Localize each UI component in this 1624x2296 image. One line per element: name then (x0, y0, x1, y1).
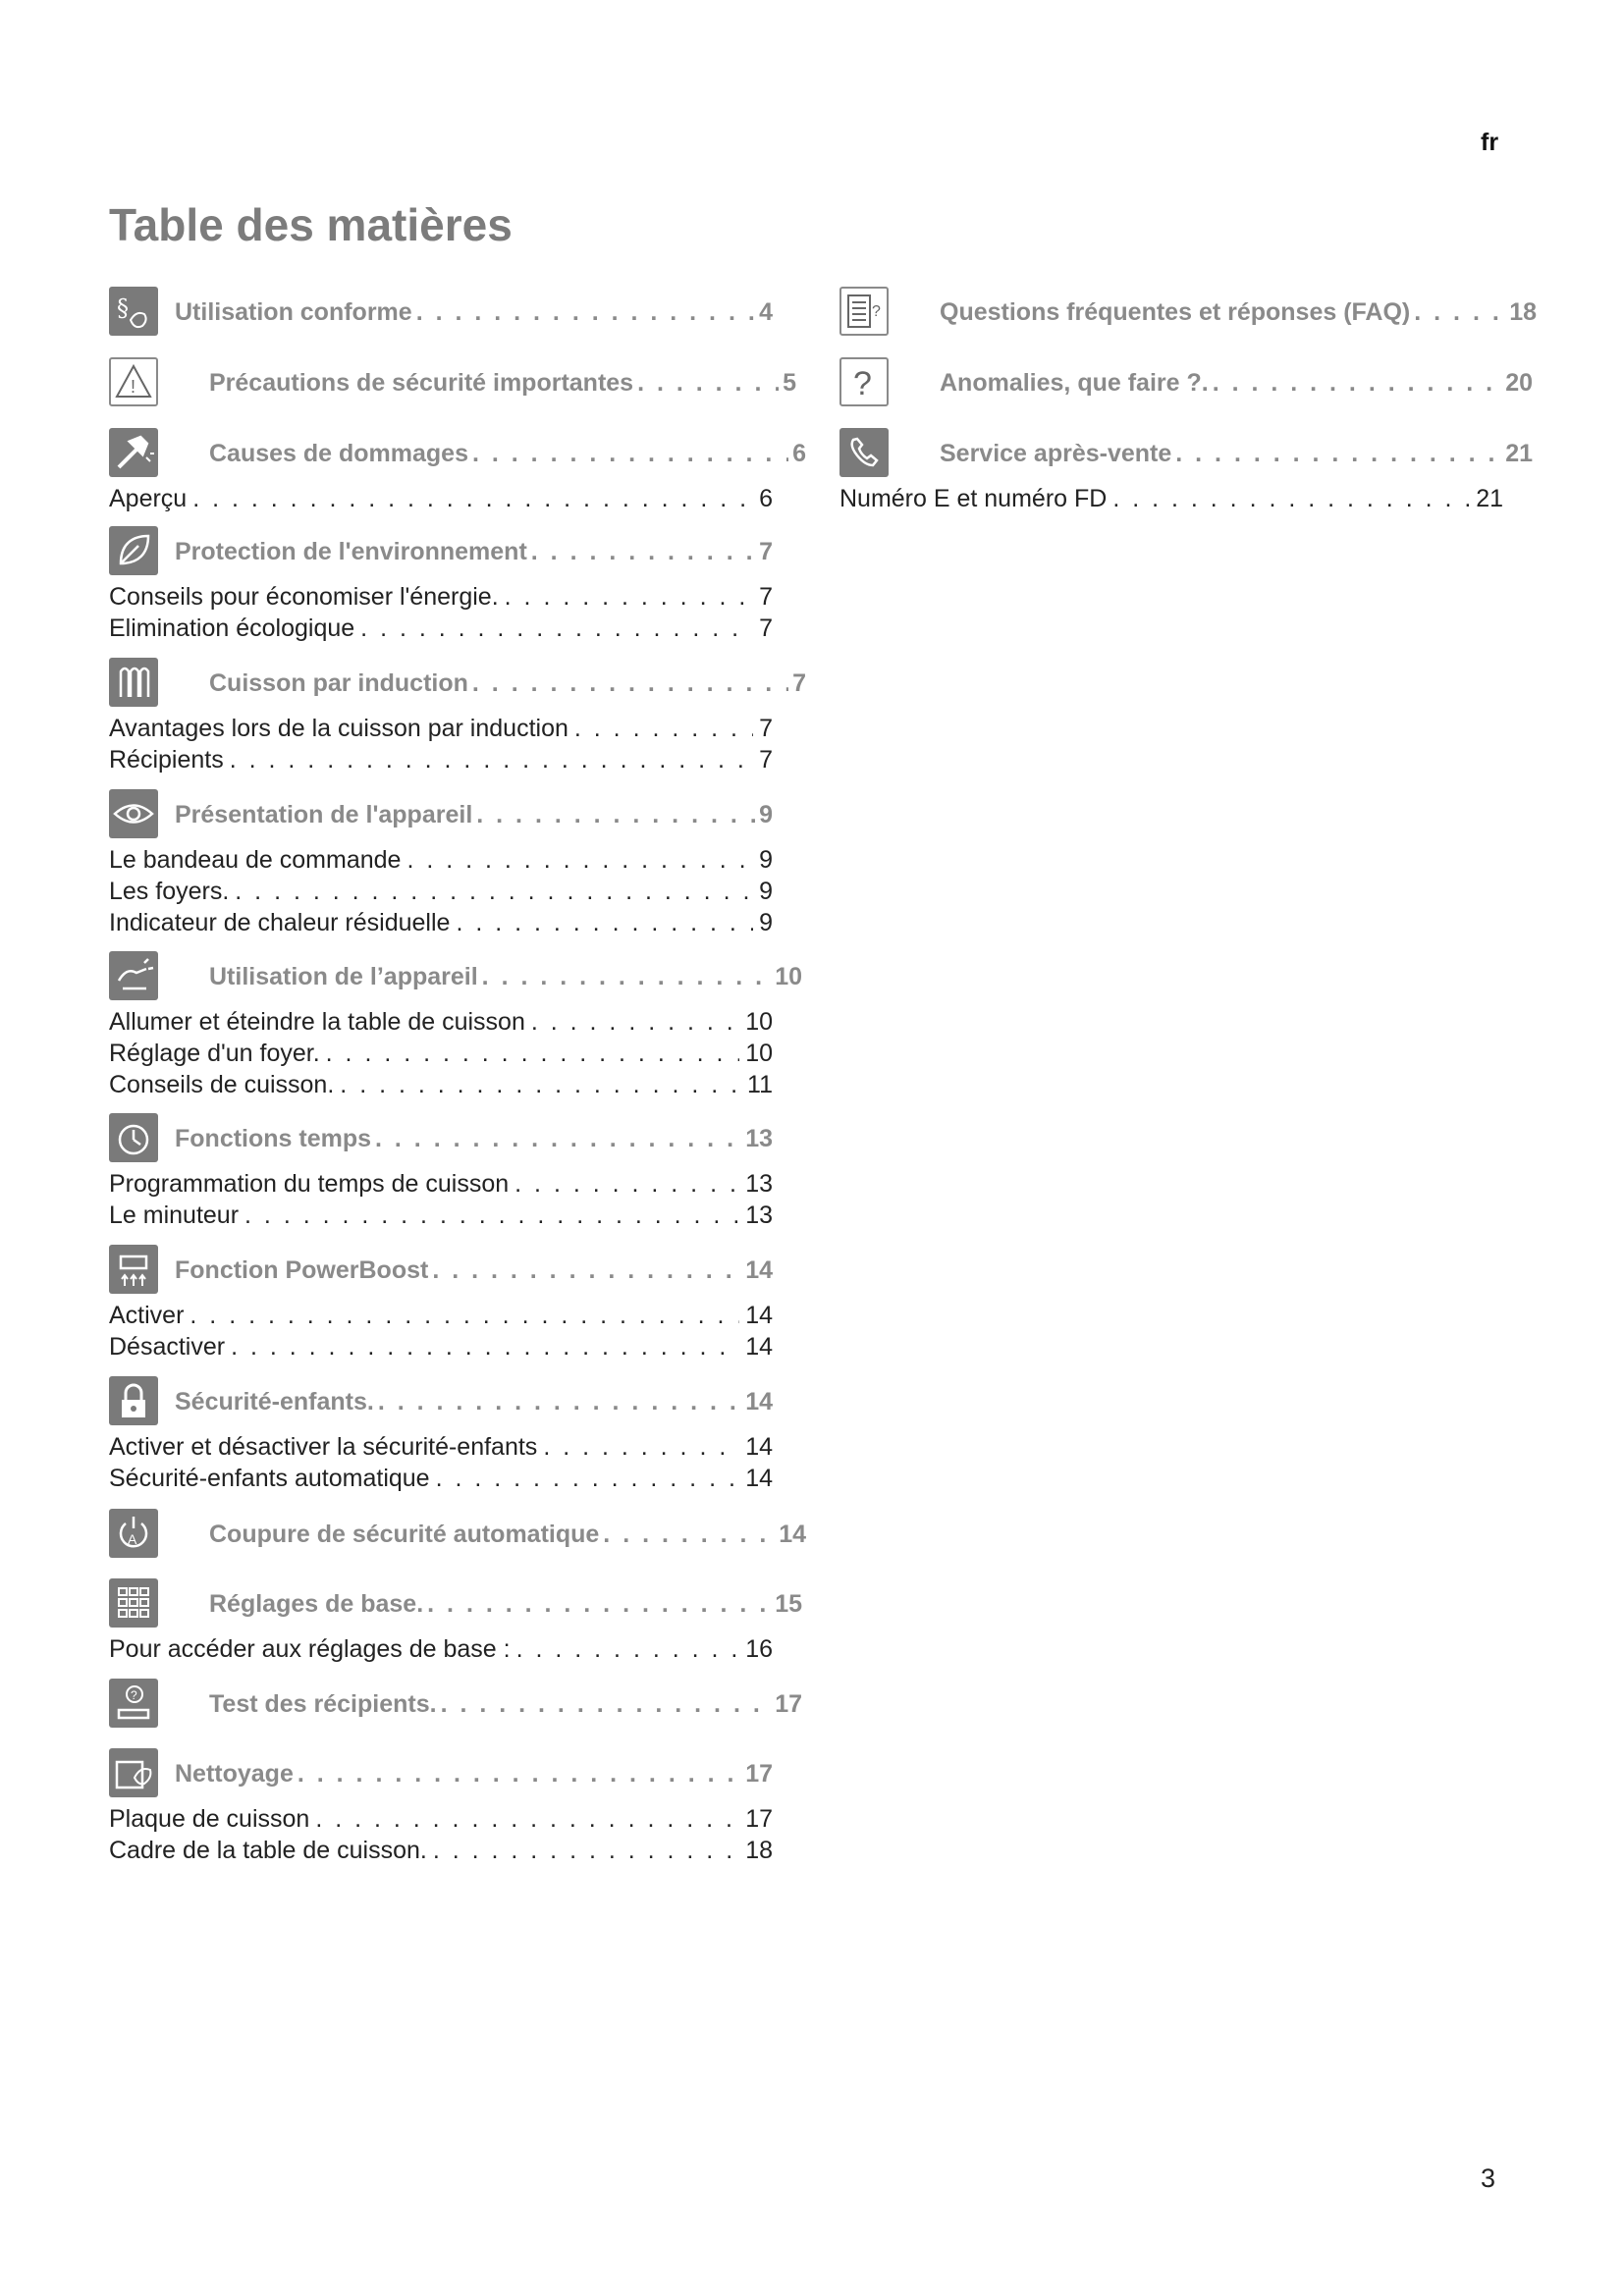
toc-entry[interactable]: Réglage d'un foyer. . . . 10 (109, 1038, 773, 1069)
toc-section-faq (839, 287, 1537, 342)
pot-question-icon (109, 1679, 158, 1728)
toc-entry[interactable]: Activer et désactiver la sécurité-enfants . . . 14 (109, 1431, 773, 1463)
eye-icon (109, 789, 158, 838)
toc-entry[interactable]: Désactiver . . . 14 (109, 1331, 773, 1362)
toc-chapter-link[interactable]: Précautions de sécurité importantes . . . 5 (209, 369, 796, 398)
toc-entry[interactable]: Aperçu . . . 6 (109, 483, 773, 514)
toc-chapter-link[interactable]: Questions fréquentes et réponses (FAQ) . . . 18 (940, 298, 1537, 327)
toc-chapter-link[interactable]: Nettoyage . . . 17 (175, 1760, 773, 1789)
toc-section-precautions (109, 357, 796, 412)
toc-chapter-link[interactable]: Causes de dommages . . . 6 (209, 440, 806, 468)
svg-text:?: ? (853, 365, 872, 402)
toc-chapter-link[interactable]: Utilisation conforme . . . 4 (175, 298, 773, 327)
toc-chapter-link[interactable]: Protection de l'environnement . . . 7 (175, 538, 773, 566)
svg-text:A: A (128, 1531, 137, 1547)
toc-section-service (839, 428, 1533, 514)
language-code: fr (1481, 129, 1499, 156)
toc-entry[interactable]: Le minuteur . . . 13 (109, 1200, 773, 1231)
toc-entry[interactable]: Plaque de cuisson . . . 17 (109, 1803, 773, 1835)
keypad-grid-icon (109, 1578, 158, 1628)
toc-entry[interactable]: Cadre de la table de cuisson. . . . 18 (109, 1835, 773, 1866)
toc-chapter-link[interactable]: Fonctions temps . . . 13 (175, 1125, 773, 1153)
toc-section-fonctions-temps (109, 1113, 773, 1231)
toc-entry[interactable]: Avantages lors de la cuisson par induction . . . 7 (109, 713, 773, 744)
toc-entry[interactable]: Elimination écologique . . . 7 (109, 613, 773, 644)
toc-chapter-link[interactable]: Anomalies, que faire ?. . . . 20 (940, 369, 1533, 398)
toc-section-coupure (109, 1509, 806, 1564)
leaf-icon (109, 526, 158, 575)
toc-section-environnement (109, 526, 773, 644)
toc-section-causes-dommages (109, 428, 806, 514)
toc-section-utilisation-conforme (109, 287, 773, 342)
phone-icon (839, 428, 889, 477)
document-question-icon (839, 287, 889, 336)
toc-entry[interactable]: Activer . . . 14 (109, 1300, 773, 1331)
toc-chapter-link[interactable]: Cuisson par induction . . . 7 (209, 669, 806, 698)
toc-entry[interactable]: Sécurité-enfants automatique . . . 14 (109, 1463, 773, 1494)
toc-section-induction (109, 658, 806, 775)
page-title: Table des matières (109, 199, 513, 250)
svg-text:§: § (117, 294, 129, 322)
toc-entry[interactable]: Récipients . . . 7 (109, 744, 773, 775)
toc-chapter-link[interactable]: Utilisation de l’appareil . . . 10 (209, 963, 802, 991)
toc-entry[interactable]: Programmation du temps de cuisson . . . 13 (109, 1168, 773, 1200)
page-number: 3 (1481, 2163, 1496, 2193)
toc-section-powerboost (109, 1245, 773, 1362)
toc-chapter-link[interactable]: Réglages de base. . . . 15 (209, 1590, 802, 1619)
toc-chapter-link[interactable]: Sécurité-enfants. . . . 14 (175, 1388, 773, 1416)
toc-section-securite-enfants (109, 1376, 773, 1494)
toc-entry[interactable]: Numéro E et numéro FD . . . 21 (839, 483, 1503, 514)
toc-section-utilisation-appareil (109, 951, 802, 1100)
pot-boost-icon (109, 1245, 158, 1294)
cleaning-cloth-icon (109, 1748, 158, 1797)
toc-section-presentation (109, 789, 773, 938)
toc-entry[interactable]: Conseils de cuisson. . . . 11 (109, 1069, 773, 1100)
toc-section-anomalies (839, 357, 1533, 412)
hammer-damage-icon (109, 428, 158, 477)
toc-chapter-link[interactable]: Coupure de sécurité automatique . . . 14 (209, 1521, 806, 1549)
toc-chapter-link[interactable]: Présentation de l'appareil . . . 9 (175, 801, 773, 829)
warning-triangle-icon (109, 357, 158, 406)
toc-chapter-link[interactable]: Fonction PowerBoost . . . 14 (175, 1256, 773, 1285)
toc-section-reglages-base (109, 1578, 802, 1665)
toc-entry[interactable]: Conseils pour économiser l'énergie. . . . 7 (109, 581, 773, 613)
toc-chapter-link[interactable]: Service après-vente . . . 21 (940, 440, 1533, 468)
toc-entry[interactable]: Allumer et éteindre la table de cuisson . . . 10 (109, 1006, 773, 1038)
toc-section-test-recipients (109, 1679, 802, 1734)
lock-icon (109, 1376, 158, 1425)
toc-entry[interactable]: Le bandeau de commande . . . 9 (109, 844, 773, 876)
svg-text:?: ? (131, 1688, 137, 1702)
timer-icon (109, 1113, 158, 1162)
paragraph-hand-icon (109, 287, 158, 336)
toc-entry[interactable]: Indicateur de chaleur résiduelle . . . 9 (109, 907, 773, 938)
power-auto-icon (109, 1509, 158, 1558)
toc-entry[interactable]: Les foyers. . . . 9 (109, 876, 773, 907)
toc-section-nettoyage (109, 1748, 773, 1866)
induction-coil-icon (109, 658, 158, 707)
svg-text:!: ! (131, 377, 136, 397)
toc-entry[interactable]: Pour accéder aux réglages de base : . . . 16 (109, 1633, 773, 1665)
question-mark-icon (839, 357, 889, 406)
hand-touch-icon (109, 951, 158, 1000)
svg-text:?: ? (872, 303, 881, 320)
toc-chapter-link[interactable]: Test des récipients. . . . 17 (209, 1690, 802, 1719)
